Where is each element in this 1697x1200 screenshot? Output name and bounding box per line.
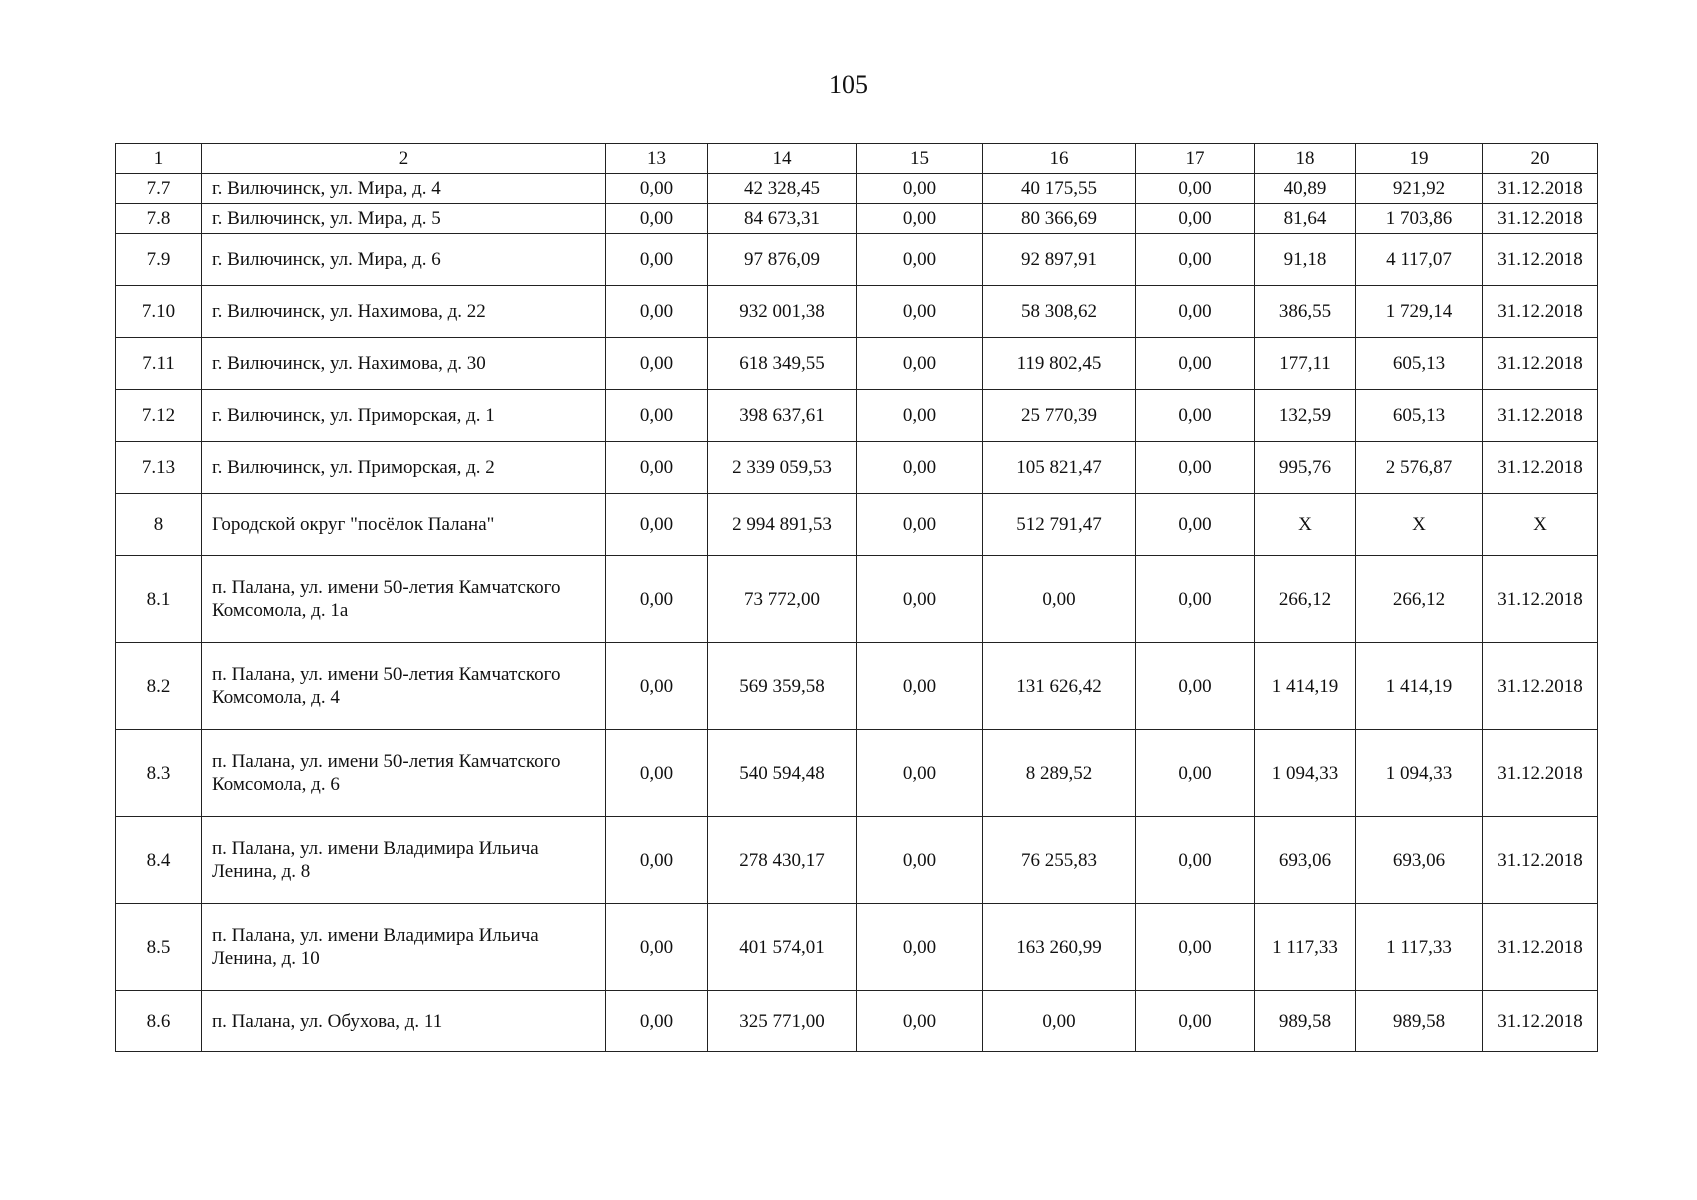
table-row (116, 174, 1598, 204)
row-number-cell: 8.2 (116, 643, 202, 730)
col-16-cell: 58 308,62 (983, 286, 1136, 338)
col-17-cell: 0,00 (1136, 904, 1255, 991)
col-13-cell: 0,00 (606, 991, 708, 1052)
col-19-cell: 1 414,19 (1356, 643, 1483, 730)
col-18-cell: 386,55 (1255, 286, 1356, 338)
col-18-cell: 989,58 (1255, 991, 1356, 1052)
col-16-cell: 25 770,39 (983, 390, 1136, 442)
col-13-cell: 0,00 (606, 338, 708, 390)
col-14-cell: 540 594,48 (708, 730, 857, 817)
col-15-cell: 0,00 (857, 286, 983, 338)
table-row (116, 390, 1598, 442)
col-14-cell: 618 349,55 (708, 338, 857, 390)
col-14-cell: 325 771,00 (708, 991, 857, 1052)
col-16-cell: 76 255,83 (983, 817, 1136, 904)
col-16-cell: 512 791,47 (983, 494, 1136, 556)
address-cell: п. Палана, ул. имени 50-летия Камчатского Комсомола, д. 6 (202, 730, 606, 817)
row-number-cell: 8.5 (116, 904, 202, 991)
column-header: 16 (983, 144, 1136, 174)
col-17-cell: 0,00 (1136, 643, 1255, 730)
col-13-cell: 0,00 (606, 234, 708, 286)
table-row (116, 556, 1598, 643)
address-cell: г. Вилючинск, ул. Нахимова, д. 30 (202, 338, 606, 390)
data-table (115, 143, 1598, 1052)
col-13-cell: 0,00 (606, 174, 708, 204)
column-header: 14 (708, 144, 857, 174)
row-number-cell: 8.3 (116, 730, 202, 817)
col-18-cell: 1 414,19 (1255, 643, 1356, 730)
table-row (116, 817, 1598, 904)
col-16-cell: 40 175,55 (983, 174, 1136, 204)
address-cell: г. Вилючинск, ул. Мира, д. 5 (202, 204, 606, 234)
col-16-cell: 119 802,45 (983, 338, 1136, 390)
table-row (116, 991, 1598, 1052)
col-18-cell: 40,89 (1255, 174, 1356, 204)
col-18-cell: 81,64 (1255, 204, 1356, 234)
col-19-cell: 605,13 (1356, 390, 1483, 442)
row-number-cell: 8.1 (116, 556, 202, 643)
table-row (116, 494, 1598, 556)
col-14-cell: 569 359,58 (708, 643, 857, 730)
date-cell: 31.12.2018 (1483, 390, 1598, 442)
col-19-cell: 2 576,87 (1356, 442, 1483, 494)
address-cell: п. Палана, ул. имени Владимира Ильича Ленина, д. 8 (202, 817, 606, 904)
col-19-cell: 605,13 (1356, 338, 1483, 390)
col-13-cell: 0,00 (606, 204, 708, 234)
date-cell: 31.12.2018 (1483, 730, 1598, 817)
address-cell: г. Вилючинск, ул. Приморская, д. 2 (202, 442, 606, 494)
col-17-cell: 0,00 (1136, 286, 1255, 338)
address-cell: г. Вилючинск, ул. Мира, д. 6 (202, 234, 606, 286)
col-17-cell: 0,00 (1136, 234, 1255, 286)
date-cell: 31.12.2018 (1483, 817, 1598, 904)
col-13-cell: 0,00 (606, 556, 708, 643)
col-13-cell: 0,00 (606, 494, 708, 556)
row-number-cell: 7.13 (116, 442, 202, 494)
date-cell: 31.12.2018 (1483, 904, 1598, 991)
column-header: 18 (1255, 144, 1356, 174)
table-row (116, 643, 1598, 730)
col-18-cell: 693,06 (1255, 817, 1356, 904)
col-15-cell: 0,00 (857, 817, 983, 904)
table-row (116, 234, 1598, 286)
col-16-cell: 0,00 (983, 991, 1136, 1052)
row-number-cell: 8.4 (116, 817, 202, 904)
col-14-cell: 84 673,31 (708, 204, 857, 234)
col-17-cell: 0,00 (1136, 494, 1255, 556)
row-number-cell: 7.11 (116, 338, 202, 390)
column-header: 13 (606, 144, 708, 174)
column-header: 15 (857, 144, 983, 174)
address-cell: п. Палана, ул. Обухова, д. 11 (202, 991, 606, 1052)
col-19-cell: 1 729,14 (1356, 286, 1483, 338)
col-15-cell: 0,00 (857, 991, 983, 1052)
col-19-cell: 1 094,33 (1356, 730, 1483, 817)
col-16-cell: 105 821,47 (983, 442, 1136, 494)
col-16-cell: 131 626,42 (983, 643, 1136, 730)
table-body (116, 144, 1598, 1052)
address-cell: Городской округ "посёлок Палана" (202, 494, 606, 556)
col-15-cell: 0,00 (857, 390, 983, 442)
row-number-cell: 7.8 (116, 204, 202, 234)
row-number-cell: 8.6 (116, 991, 202, 1052)
col-14-cell: 2 339 059,53 (708, 442, 857, 494)
col-18-cell: Х (1255, 494, 1356, 556)
col-18-cell: 132,59 (1255, 390, 1356, 442)
col-17-cell: 0,00 (1136, 390, 1255, 442)
column-header: 2 (202, 144, 606, 174)
col-15-cell: 0,00 (857, 556, 983, 643)
col-17-cell: 0,00 (1136, 174, 1255, 204)
row-number-cell: 7.7 (116, 174, 202, 204)
table-row (116, 204, 1598, 234)
page-number: 105 (829, 70, 868, 99)
col-16-cell: 8 289,52 (983, 730, 1136, 817)
column-header: 1 (116, 144, 202, 174)
col-15-cell: 0,00 (857, 442, 983, 494)
col-14-cell: 42 328,45 (708, 174, 857, 204)
col-15-cell: 0,00 (857, 174, 983, 204)
date-cell: 31.12.2018 (1483, 991, 1598, 1052)
col-15-cell: 0,00 (857, 234, 983, 286)
table-row (116, 286, 1598, 338)
col-13-cell: 0,00 (606, 730, 708, 817)
col-17-cell: 0,00 (1136, 730, 1255, 817)
date-cell: 31.12.2018 (1483, 442, 1598, 494)
table-row (116, 730, 1598, 817)
col-15-cell: 0,00 (857, 338, 983, 390)
date-cell: Х (1483, 494, 1598, 556)
address-cell: п. Палана, ул. имени 50-летия Камчатского Комсомола, д. 4 (202, 643, 606, 730)
table-row (116, 904, 1598, 991)
col-17-cell: 0,00 (1136, 991, 1255, 1052)
table-header-row (116, 144, 1598, 174)
col-19-cell: 989,58 (1356, 991, 1483, 1052)
row-number-cell: 8 (116, 494, 202, 556)
col-19-cell: 4 117,07 (1356, 234, 1483, 286)
address-cell: г. Вилючинск, ул. Нахимова, д. 22 (202, 286, 606, 338)
column-header: 19 (1356, 144, 1483, 174)
col-14-cell: 398 637,61 (708, 390, 857, 442)
date-cell: 31.12.2018 (1483, 204, 1598, 234)
col-15-cell: 0,00 (857, 904, 983, 991)
address-cell: п. Палана, ул. имени Владимира Ильича Ленина, д. 10 (202, 904, 606, 991)
col-16-cell: 0,00 (983, 556, 1136, 643)
col-13-cell: 0,00 (606, 643, 708, 730)
row-number-cell: 7.12 (116, 390, 202, 442)
col-17-cell: 0,00 (1136, 817, 1255, 904)
col-18-cell: 1 094,33 (1255, 730, 1356, 817)
col-18-cell: 177,11 (1255, 338, 1356, 390)
col-15-cell: 0,00 (857, 643, 983, 730)
address-cell: г. Вилючинск, ул. Мира, д. 4 (202, 174, 606, 204)
col-18-cell: 1 117,33 (1255, 904, 1356, 991)
col-13-cell: 0,00 (606, 904, 708, 991)
col-14-cell: 97 876,09 (708, 234, 857, 286)
address-cell: п. Палана, ул. имени 50-летия Камчатского Комсомола, д. 1а (202, 556, 606, 643)
row-number-cell: 7.9 (116, 234, 202, 286)
col-19-cell: 1 703,86 (1356, 204, 1483, 234)
col-13-cell: 0,00 (606, 442, 708, 494)
table-row (116, 338, 1598, 390)
col-13-cell: 0,00 (606, 286, 708, 338)
col-13-cell: 0,00 (606, 817, 708, 904)
col-14-cell: 278 430,17 (708, 817, 857, 904)
col-17-cell: 0,00 (1136, 442, 1255, 494)
col-15-cell: 0,00 (857, 204, 983, 234)
column-header: 17 (1136, 144, 1255, 174)
date-cell: 31.12.2018 (1483, 234, 1598, 286)
col-17-cell: 0,00 (1136, 556, 1255, 643)
col-19-cell: 693,06 (1356, 817, 1483, 904)
column-header: 20 (1483, 144, 1598, 174)
col-17-cell: 0,00 (1136, 338, 1255, 390)
col-18-cell: 266,12 (1255, 556, 1356, 643)
col-19-cell: Х (1356, 494, 1483, 556)
date-cell: 31.12.2018 (1483, 643, 1598, 730)
date-cell: 31.12.2018 (1483, 338, 1598, 390)
col-14-cell: 2 994 891,53 (708, 494, 857, 556)
col-19-cell: 266,12 (1356, 556, 1483, 643)
table-row (116, 442, 1598, 494)
col-15-cell: 0,00 (857, 494, 983, 556)
date-cell: 31.12.2018 (1483, 286, 1598, 338)
col-15-cell: 0,00 (857, 730, 983, 817)
date-cell: 31.12.2018 (1483, 174, 1598, 204)
row-number-cell: 7.10 (116, 286, 202, 338)
col-18-cell: 995,76 (1255, 442, 1356, 494)
col-14-cell: 73 772,00 (708, 556, 857, 643)
col-18-cell: 91,18 (1255, 234, 1356, 286)
col-19-cell: 1 117,33 (1356, 904, 1483, 991)
col-16-cell: 92 897,91 (983, 234, 1136, 286)
address-cell: г. Вилючинск, ул. Приморская, д. 1 (202, 390, 606, 442)
col-19-cell: 921,92 (1356, 174, 1483, 204)
col-14-cell: 932 001,38 (708, 286, 857, 338)
col-16-cell: 163 260,99 (983, 904, 1136, 991)
col-14-cell: 401 574,01 (708, 904, 857, 991)
col-17-cell: 0,00 (1136, 204, 1255, 234)
col-16-cell: 80 366,69 (983, 204, 1136, 234)
col-13-cell: 0,00 (606, 390, 708, 442)
date-cell: 31.12.2018 (1483, 556, 1598, 643)
